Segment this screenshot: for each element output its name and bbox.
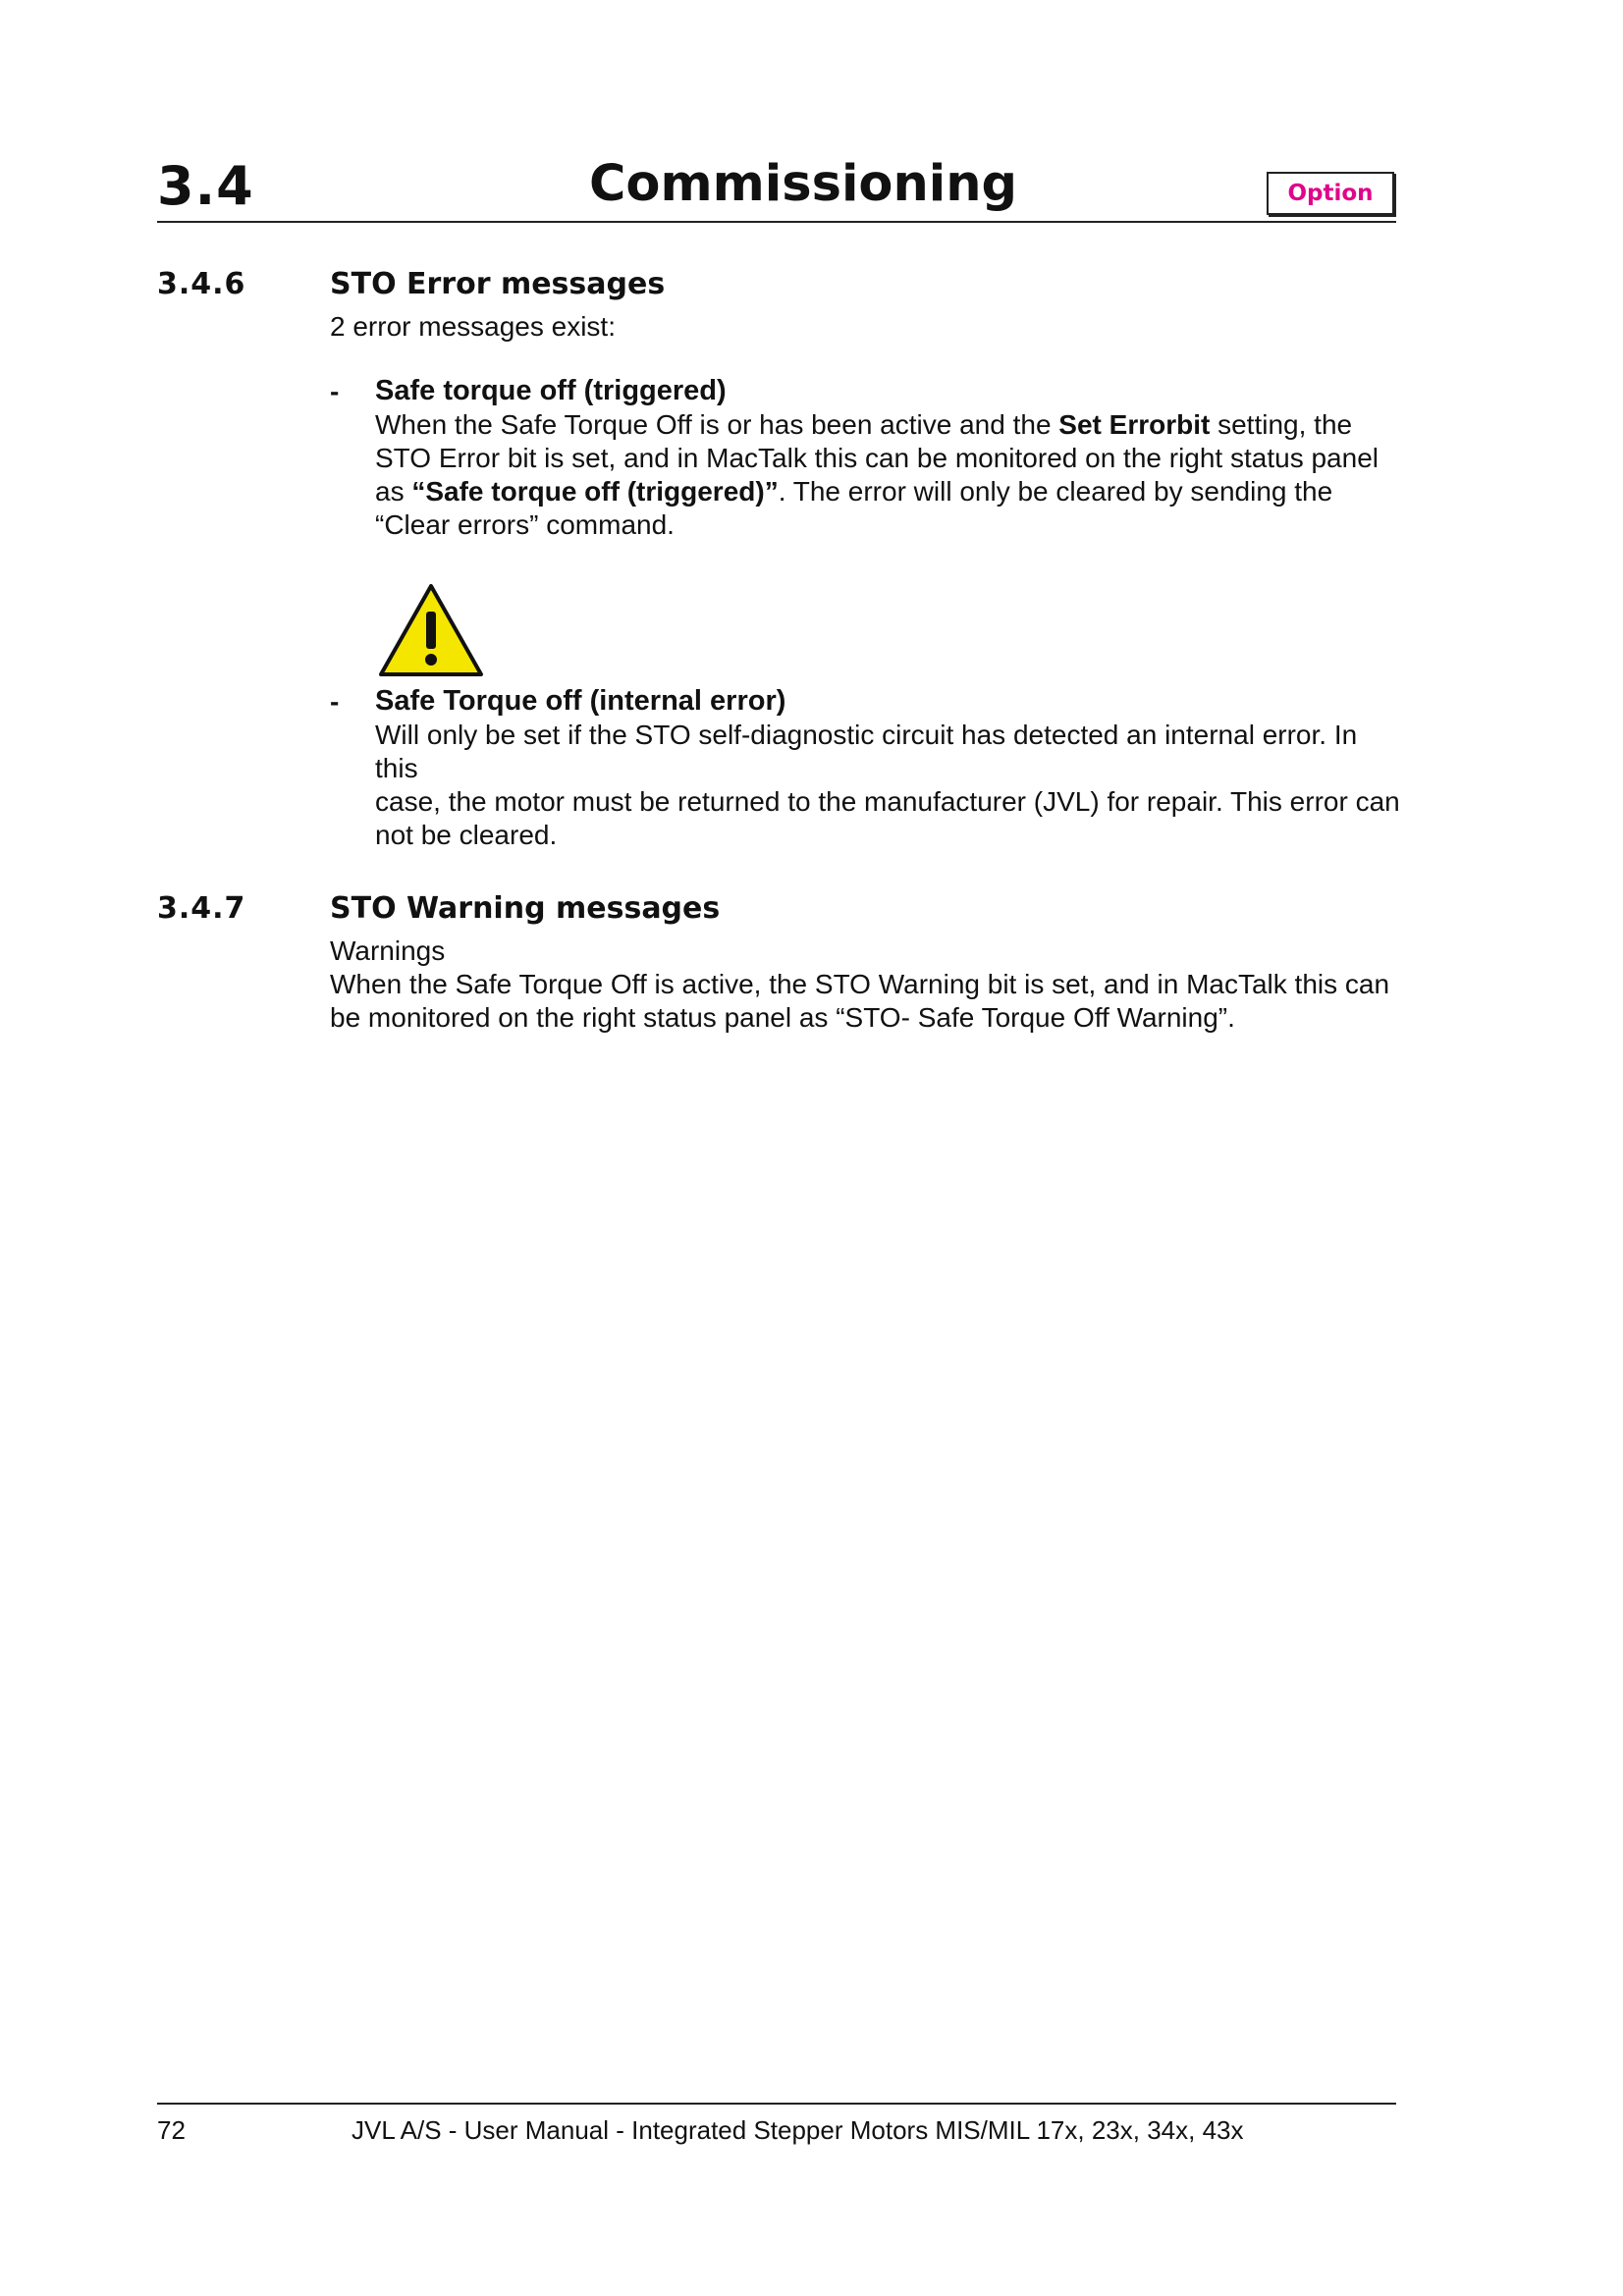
text-line: Will only be set if the STO self-diagnostic circuit has detected an internal error. In this [375,720,1358,783]
header-rule [157,221,1396,223]
text-line: not be cleared. [375,820,558,850]
text-line: case, the motor must be returned to the manufacturer (JVL) for repair. This error can [375,786,1400,817]
option-badge [1267,172,1394,215]
footer-rule [157,2103,1396,2105]
bullet-body-internal-error [375,719,1401,852]
page-number: 72 [157,2115,186,2145]
page-title: Commissioning [589,155,1018,213]
warning-triangle-icon [377,582,485,678]
bullet-body-triggered [375,408,1401,542]
text-line: “Clear errors” command. [375,509,675,540]
section-number-346: 3.4.6 [157,267,246,301]
section-body-warning [330,934,1400,1035]
text-line: When the Safe Torque Off is or has been active and the Set Errorbit setting, the [375,409,1353,440]
section-intro: 2 error messages exist: [330,311,616,342]
section-number-347: 3.4.7 [157,891,246,926]
text-line: be monitored on the right status panel as “STO- Safe Torque Off Warning”. [330,1002,1235,1033]
bullet-heading-internal-error: Safe Torque off (internal error) [375,685,786,717]
text-line: When the Safe Torque Off is active, the STO Warning bit is set, and in MacTalk this can [330,969,1390,999]
chapter-number: 3.4 [157,155,254,217]
bullet-dash: - [330,376,340,406]
text-line: as “Safe torque off (triggered)”. The error will only be cleared by sending the [375,476,1333,507]
bullet-dash: - [330,686,340,717]
text-line: Warnings [330,935,446,966]
section-title-sto-warning: STO Warning messages [330,891,721,926]
text-line: STO Error bit is set, and in MacTalk this can be monitored on the right status panel [375,443,1379,473]
option-badge-label: Option [1287,181,1374,206]
bullet-heading-triggered: Safe torque off (triggered) [375,375,727,406]
footer-text: JVL A/S - User Manual - Integrated Stepper Motors MIS/MIL 17x, 23x, 34x, 43x [352,2115,1244,2145]
section-title-sto-error: STO Error messages [330,267,666,301]
